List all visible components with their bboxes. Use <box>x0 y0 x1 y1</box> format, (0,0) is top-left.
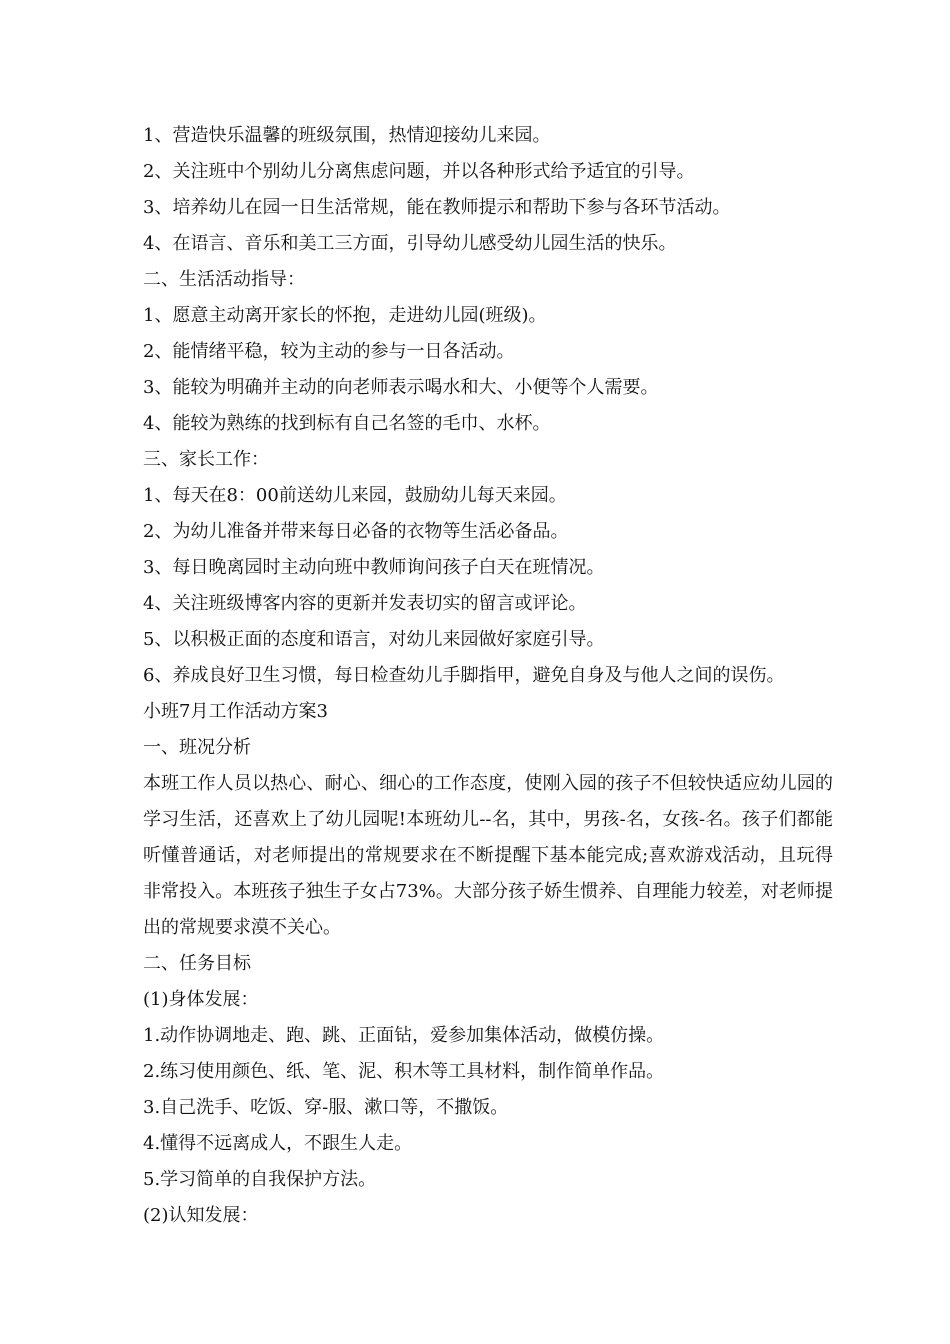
text-line: 5、以积极正面的态度和语言，对幼儿来园做好家庭引导。 <box>143 629 605 650</box>
text-line: 1、每天在8：00前送幼儿来园，鼓励幼儿每天来园。 <box>143 485 567 506</box>
text-line: 6、养成良好卫生习惯，每日检查幼儿手脚指甲，避免自身及与他人之间的误伤。 <box>143 665 785 686</box>
text-line: 4.懂得不远离成人，不跟生人走。 <box>143 1133 413 1154</box>
subsection-heading: (2)认知发展： <box>143 1205 259 1226</box>
text-line: 4、在语言、音乐和美工三方面，引导幼儿感受幼儿园生活的快乐。 <box>143 233 677 254</box>
text-line: 5.学习简单的自我保护方法。 <box>143 1169 377 1190</box>
section-heading: 二、任务目标 <box>143 953 251 974</box>
text-line: 3、培养幼儿在园一日生活常规，能在教师提示和帮助下参与各环节活动。 <box>143 197 731 218</box>
text-line: 1.动作协调地走、跑、跳、正面钻，爱参加集体活动，做模仿操。 <box>143 1025 665 1046</box>
text-line: 2、能情绪平稳，较为主动的参与一日各活动。 <box>143 341 515 362</box>
text-line: 4、关注班级博客内容的更新并发表切实的留言或评论。 <box>143 593 587 614</box>
section-heading: 二、生活活动指导： <box>143 269 305 290</box>
text-line: 2、关注班中个别幼儿分离焦虑问题，并以各种形式给予适宜的引导。 <box>143 161 695 182</box>
section-heading: 三、家长工作： <box>143 449 269 470</box>
text-line: 2、为幼儿准备并带来每日必备的衣物等生活必备品。 <box>143 521 569 542</box>
text-line: 3.自己洗手、吃饭、穿-服、漱口等，不撒饭。 <box>143 1097 509 1118</box>
text-line: 1、愿意主动离开家长的怀抱，走进幼儿园(班级)。 <box>143 305 547 326</box>
text-line: 4、能较为熟练的找到标有自己名签的毛巾、水杯。 <box>143 413 551 434</box>
analysis-paragraph: 本班工作人员以热心、耐心、细心的工作态度，使刚入园的孩子不但较快适应幼儿园的学习生活，还喜欢上了幼儿园呢!本班幼儿--名，其中，男孩-名，女孩-名。孩子们都能听懂普通话，对老师提出的常规要求在不断提醒下基本能完成;喜欢游戏活动，且玩得非常投入。本班孩子独生子女占73%。大部分孩子娇生惯养、自理能力较差，对老师提出的常规要求漠不关心。 <box>143 773 833 938</box>
section-heading: 一、班况分析 <box>143 737 251 758</box>
document-title: 小班7月工作活动方案3 <box>143 701 328 722</box>
document-body <box>143 118 833 1234</box>
text-line: 3、能较为明确并主动的向老师表示喝水和大、小便等个人需要。 <box>143 377 659 398</box>
text-line: 2.练习使用颜色、纸、笔、泥、积木等工具材料，制作简单作品。 <box>143 1061 665 1082</box>
text-line: 3、每日晚离园时主动向班中教师询问孩子白天在班情况。 <box>143 557 605 578</box>
text-line: 1、营造快乐温馨的班级氛围，热情迎接幼儿来园。 <box>143 125 551 146</box>
subsection-heading: (1)身体发展： <box>143 989 259 1010</box>
